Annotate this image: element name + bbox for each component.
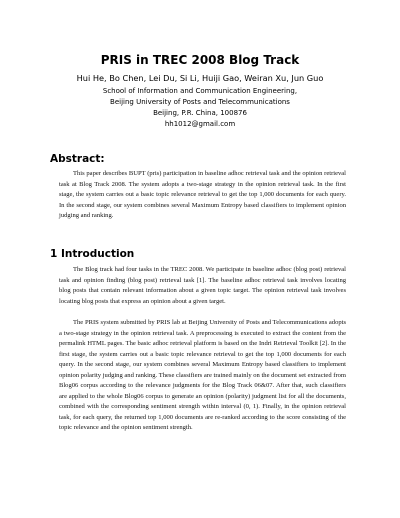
affiliation-school: School of Information and Communication Engineering, [102, 87, 298, 95]
author-email: hh1012@gmail.com [164, 120, 236, 128]
affiliation-location: Beijing, P.R. China, 100876 [153, 109, 247, 117]
introduction-heading: 1 Introduction [50, 248, 135, 260]
paper-title: PRIS in TREC 2008 Blog Track [100, 53, 300, 67]
intro-paragraph-1: The Blog track had four tasks in the TREC 2008. We participate in baseline adhoc (blog post) retrieval task and opinion finding (blog post) retrieval task [1]. The baseline adhoc retrieval task involves locating blog posts that contain relevant information about a given topic target. The opinion retrieval task involves locating blog posts that express an opinion about a given target. [59, 266, 346, 305]
intro-paragraph-2: The PRIS system submitted by PRIS lab at Beijing University of Posts and Telecommunications adopts a two-stage strategy in the opinion retrieval task. A preprocessing is executed to extract the content from the permalink HTML pages. The basic adhoc retrieval platform is based on the Indri Retrieval Toolkit [2]. In the first stage, the system carries out a basic topic relevance retrieval to get the top 1,000 documents for each query. In the second stage, our system combines several Maximum Entropy based classifiers to implement opinion polarity judging and ranking. These classifiers are trained mainly on the document set extracted from Blog06 corpus according to the relevance judgments for the Blog Track 06&07. After that, such classifiers are applied to the whole Blog06 corpus to generate an opinion (polarity) judgment list for all the documents, combined with the corresponding sentiment strength within interval (0, 1). Finally, in the opinion retrieval task, for each query, the returned top 1,000 documents are re-ranked according to the score consisting of the topic relevance and the opinion sentiment strength. [59, 319, 346, 432]
abstract-paragraph: This paper describes BUPT (pris) participation in baseline adhoc retrieval task and the opinion retrieval task at Blog Track 2008. The system adopts a two-stage strategy in the opinion retrieval task. In the first stage, the system carries out a basic topic relevance retrieval to get the top 1,000 documents for each query. In the second stage, our system combines several Maximum Entropy based classifiers to implement opinion judging and ranking. [59, 170, 346, 220]
author-list: Hui He, Bo Chen, Lei Du, Si Li, Huiji Gao, Weiran Xu, Jun Guo [76, 73, 324, 83]
affiliation-university: Beijing University of Posts and Telecommunications [110, 98, 290, 106]
abstract-heading: Abstract: [50, 153, 105, 165]
